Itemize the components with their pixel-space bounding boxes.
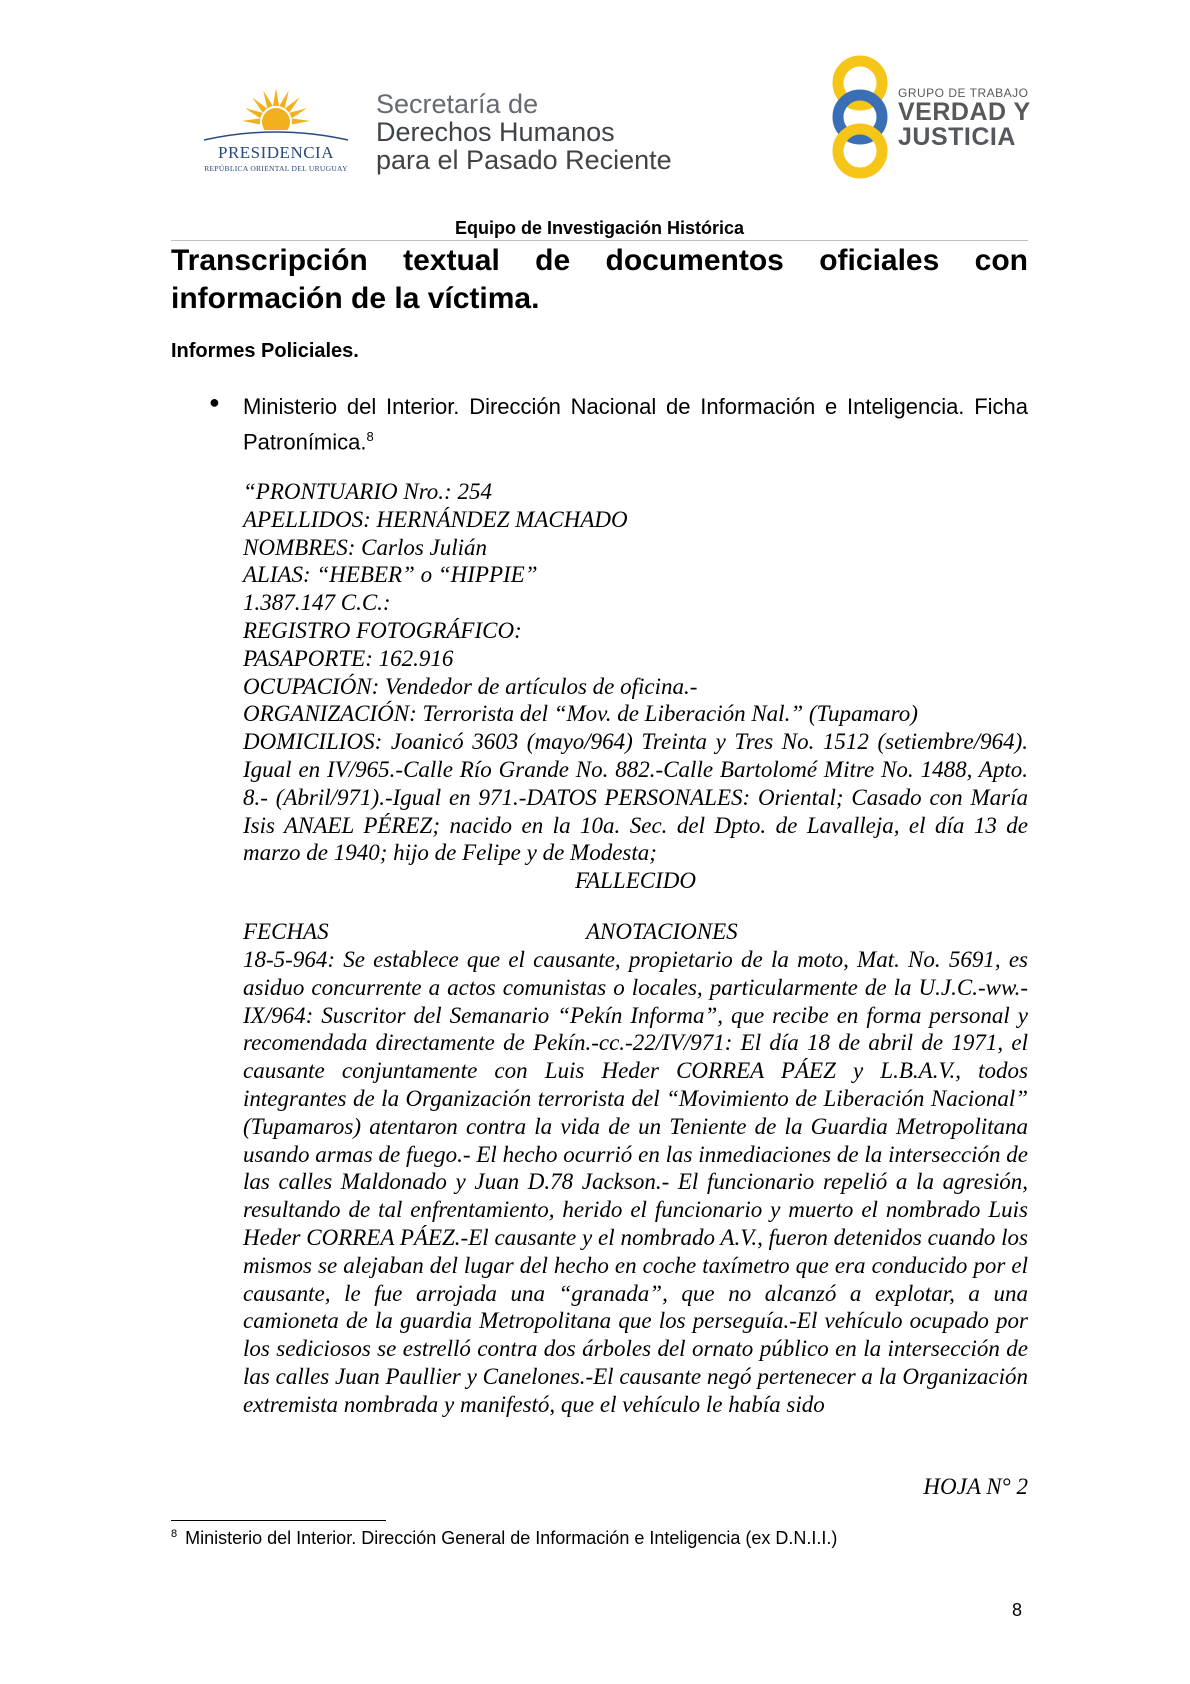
bullet-icon: ● (209, 392, 220, 412)
record-line: OCUPACIÓN: Vendedor de artículos de oficina.- (243, 673, 698, 699)
secretaria-logo-text (376, 90, 672, 174)
secretaria-line-1: Secretaría de (376, 89, 539, 119)
page-number: 8 (1012, 1600, 1023, 1620)
grupo-line-3: JUSTICIA (898, 123, 1016, 151)
header-divider (171, 240, 1028, 241)
footnote-ref: 8 (366, 429, 374, 444)
record-annotations (243, 918, 1028, 1419)
record-line: REGISTRO FOTOGRÁFICO: (243, 617, 522, 643)
sheet-number: HOJA N° 2 (923, 1474, 1028, 1499)
verdad-justicia-rings-logo (820, 55, 900, 180)
footnote (171, 1528, 837, 1549)
annotations-header (243, 918, 1028, 946)
verdad-justicia-logo-text (898, 86, 1031, 150)
secretaria-line-3: para el Pasado Reciente (376, 145, 672, 175)
record-fields (243, 478, 1028, 895)
record-line: NOMBRES: Carlos Julián (243, 534, 488, 560)
record-line: 1.387.147 C.C.: (243, 590, 391, 616)
record-line: ORGANIZACIÓN: Terrorista del “Mov. de Liberación Nal.” (Tupamaro) (243, 701, 918, 727)
footnote-number: 8 (171, 1528, 178, 1540)
secretaria-line-2: Derechos Humanos (376, 117, 615, 147)
grupo-line-2: VERDAD Y (898, 98, 1031, 126)
record-domicilios: DOMICILIOS: Joanicó 3603 (mayo/964) Treinta y Tres No. 1512 (setiembre/964). Igual en IV/965.-Calle Río Grande No. 882.-Calle Bartolomé Mitre No. 1488, Apto. 8.- (Abril/971).-Igual en 971.-DATOS PERSONALES: Oriental; Casado con María Isis ANAEL PÉREZ; nacido en la 10a. Sec. del Dpto. de Lavalleja, el día 13 de marzo de 1940; hijo de Felipe y de Modesta; (243, 729, 1028, 866)
column-fechas: FECHAS (243, 919, 329, 944)
section-heading: Informes Policiales. (171, 340, 359, 362)
annotations-text: 18-5-964: Se establece que el causante, propietario de la moto, Mat. No. 5691, es asiduo concurrente a actos comunistas o locales, particularmente de la U.J.C.-ww.-IX/964: Suscritor del Semanario “Pekín Informa”, que recibe en forma personal y recomendada directamente de Pekín.-cc.-22/IV/971: El día 18 de abril de 1971, el causante conjuntamente con Luis Heder CORREA PÁEZ y L.B.A.V., todos integrantes de la Organización terrorista del “Movimiento de Liberación Nacional” (Tupamaros) atentaron contra la vida de un Teniente de la Guardia Metropolitana usando armas de fuego.- El hecho ocurrió en las inmediaciones de la intersección de las calles Maldonado y Juan D.78 Jackson.- El funcionario repelió a la agresión, resultando de tal enfrentamiento, herido el funcionario y muerto el nombrado Luis Heder CORREA PÁEZ.-El causante y el nombrado A.V., fueron detenidos cuando los mismos se alejaban del lugar del hecho en coche taxímetro que era conducido por el causante, le fue arrojada una “granada”, que no alcanzó a explotar, a una camioneta de la guardia Metropolitana que los perseguía.-El vehículo ocupado por los sediciosos se estrelló contra dos árboles del ornato público en la intersección de las calles Juan Paullier y Canelones.-El causante negó pertenecer a la Organización extremista nombrada y manifestó, que el vehículo le había sido (243, 947, 1028, 1417)
record-line: ALIAS: “HEBER” o “HIPPIE” (243, 562, 538, 588)
page-title: Transcripción textual de documentos oficiales con información de la víctima. (171, 244, 1028, 315)
footnote-text: Ministerio del Interior. Dirección General de Información e Inteligencia (ex D.N.I.I.) (185, 1528, 838, 1548)
running-header: Equipo de Investigación Histórica (454, 218, 745, 238)
record-line: APELLIDOS: HERNÁNDEZ MACHADO (243, 506, 628, 532)
record-line: “PRONTUARIO Nro.: 254 (243, 479, 492, 504)
footnote-divider (171, 1520, 386, 1521)
bullet-item (243, 392, 1028, 457)
grupo-line-1: GRUPO DE TRABAJO (898, 86, 1029, 100)
presidencia-label: PRESIDENCIA (217, 143, 334, 162)
presidencia-sublabel: REPÚBLICA ORIENTAL DEL URUGUAY (204, 164, 348, 173)
column-anotaciones: ANOTACIONES (586, 919, 738, 944)
bullet-text: Ministerio del Interior. Dirección Nacional de Información e Inteligencia. Ficha Patronímica. (243, 394, 1028, 455)
record-line: PASAPORTE: 162.916 (243, 645, 454, 671)
record-fallecido: FALLECIDO (575, 868, 696, 894)
